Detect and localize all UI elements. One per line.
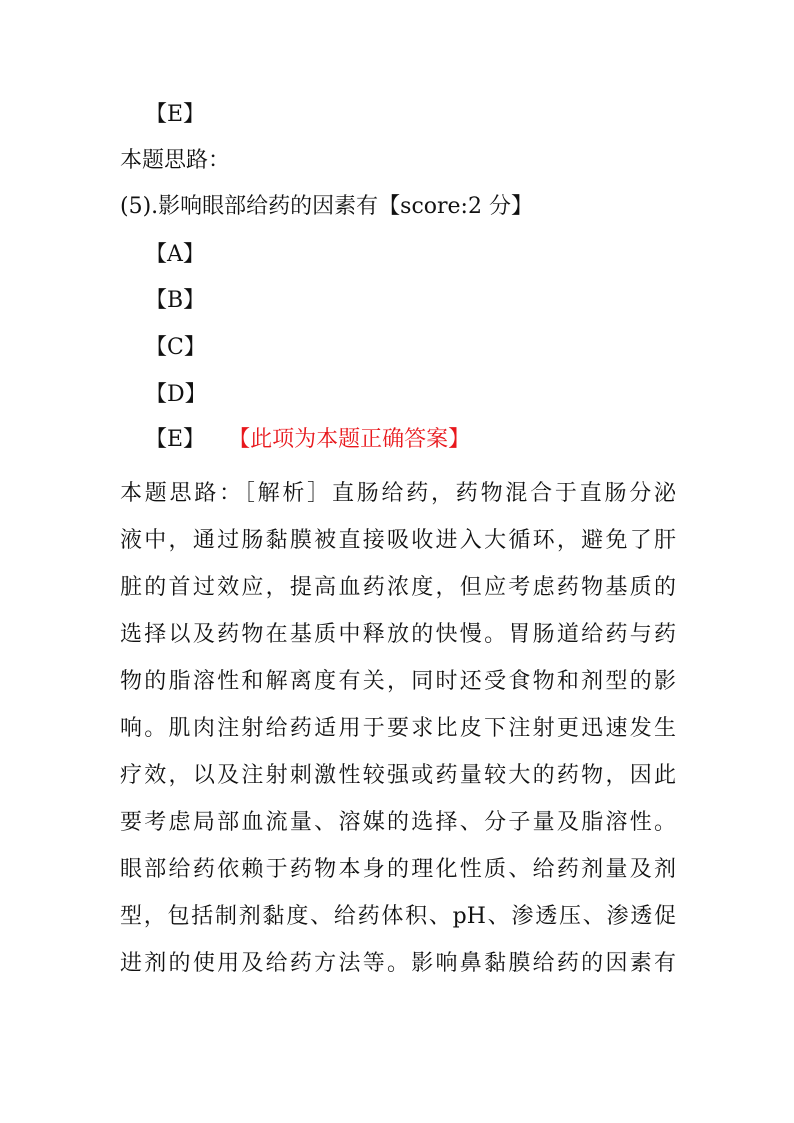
explanation-line: 要考虑局部血流量、溶媒的选择、分子量及脂溶性。: [120, 810, 676, 835]
explanation-line: 进剂的使用及给药方法等。影响鼻黏膜给药的因素有: [120, 951, 676, 976]
option-b: 【B】: [145, 288, 206, 313]
option-e-row: [145, 425, 470, 455]
correct-answer-flag: 【此项为本题正确答案】: [239, 427, 471, 452]
option-a: 【A】: [145, 242, 205, 267]
option-e: 【E】: [145, 427, 206, 452]
prev-thinking-label: 本题思路：: [120, 148, 231, 173]
explanation-line: 物的脂溶性和解离度有关，同时还受食物和剂型的影: [120, 669, 676, 694]
option-c: 【C】: [145, 335, 206, 360]
explanation-line: 液中，通过肠黏膜被直接吸收进入大循环，避免了肝: [120, 528, 676, 553]
explanation-line: 疗效，以及注射刺激性较强或药量较大的药物，因此: [120, 763, 676, 788]
option-d: 【D】: [145, 382, 207, 407]
explanation-line: 眼部给药依赖于药物本身的理化性质、给药剂量及剂: [120, 857, 676, 882]
explanation-line: 型，包括制剂黏度、给药体积、pH、渗透压、渗透促: [120, 904, 676, 929]
prev-option-e: 【E】: [145, 102, 206, 127]
explanation-line: 选择以及药物在基质中释放的快慢。胃肠道给药与药: [120, 622, 676, 647]
explanation-line: 脏的首过效应，提高血药浓度，但应考虑药物基质的: [120, 575, 676, 600]
explanation-line: 本题思路：［解析］直肠给药，药物混合于直肠分泌: [120, 481, 676, 506]
explanation-paragraph: [120, 470, 676, 987]
question-text: (5).影响眼部给药的因素有【score:2 分】: [120, 194, 533, 219]
explanation-line: 响。肌肉注射给药适用于要求比皮下注射更迅速发生: [120, 716, 676, 741]
